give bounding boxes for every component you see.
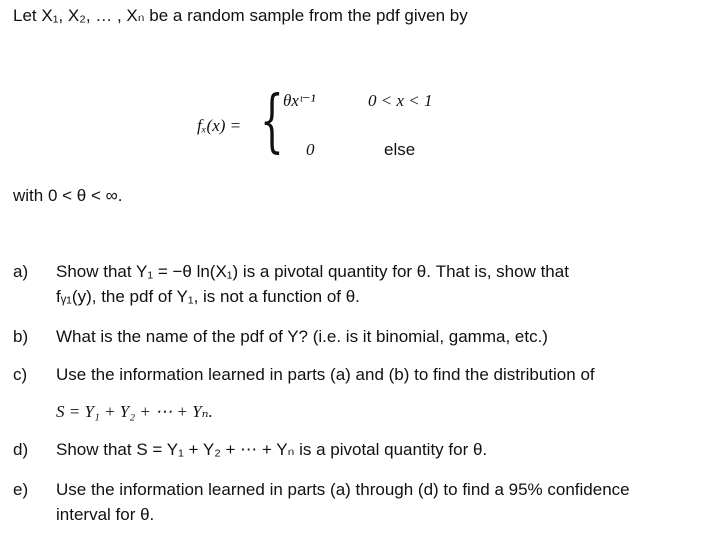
question-d-line1: Show that S = Y₁ + Y₂ + ⋯ + Yₙ is a pivotal quantity for θ. [56, 440, 488, 459]
piecewise-brace: { [260, 82, 284, 161]
question-a-line2: fᵧ₁(y), the pdf of Y₁, is not a function of θ. [56, 287, 360, 306]
pdf-case2-cond: else [384, 140, 416, 159]
question-c-line2: S = Y₁ + Y₂ + ⋯ + Yₙ. [56, 402, 213, 421]
pdf-case2-expr: 0 [306, 140, 315, 159]
intro-text: Let X₁, X₂, … , Xₙ be a random sample from the pdf given by [13, 6, 468, 25]
question-c-line1: Use the information learned in parts (a) and (b) to find the distribution of [56, 365, 595, 384]
theta-condition: with 0 < θ < ∞. [13, 186, 123, 205]
pdf-case1-expr: θxᶥ⁻¹ [283, 91, 316, 110]
pdf-case1-cond: 0 < x < 1 [368, 91, 433, 110]
question-d-label: d) [13, 440, 29, 459]
question-a-label: a) [13, 262, 29, 281]
question-b-line1: What is the name of the pdf of Y? (i.e. is it binomial, gamma, etc.) [56, 327, 548, 346]
pdf-lhs: fₓ(x) = [197, 116, 242, 135]
question-e-line1: Use the information learned in parts (a) through (d) to find a 95% confidence [56, 480, 630, 499]
question-b-label: b) [13, 327, 29, 346]
question-e-label: e) [13, 480, 29, 499]
question-a-line1: Show that Y₁ = −θ ln(X₁) is a pivotal quantity for θ. That is, show that [56, 262, 569, 281]
question-e-line2: interval for θ. [56, 505, 155, 524]
question-c-label: c) [13, 365, 28, 384]
